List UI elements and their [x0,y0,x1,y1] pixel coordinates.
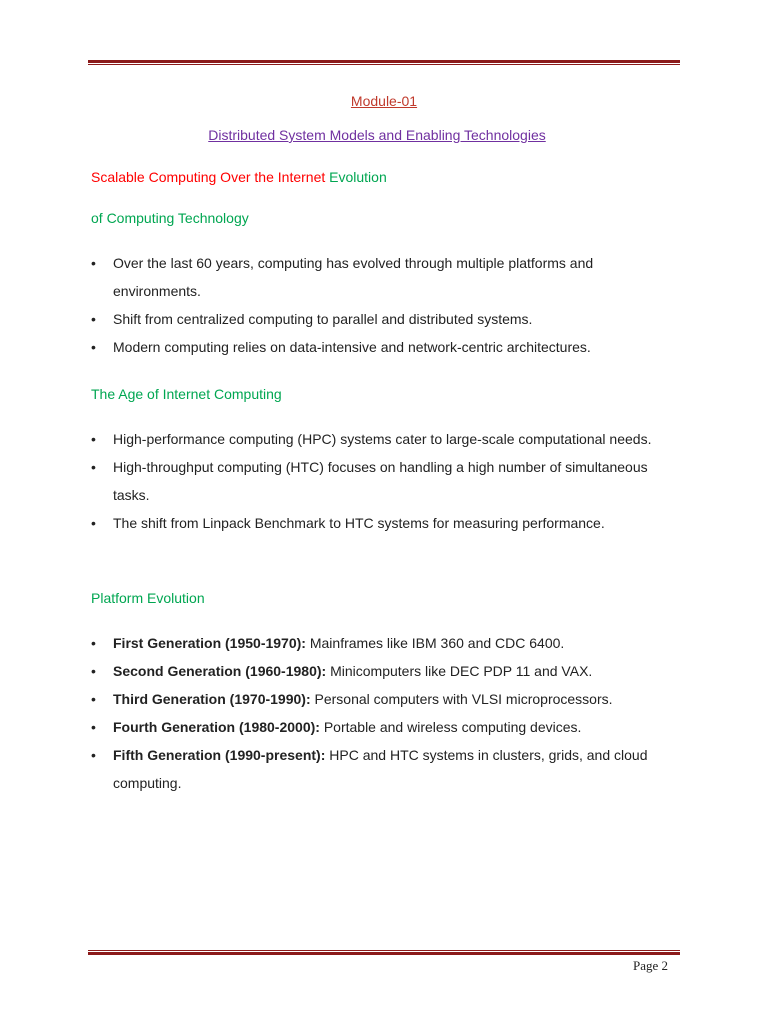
list-item: • Second Generation (1960-1980): Minicomputers like DEC PDP 11 and VAX. [91,657,661,685]
header-divider [88,60,680,65]
footer-divider [88,950,680,955]
list-item: • First Generation (1950-1970): Mainframes like IBM 360 and CDC 6400. [91,629,661,657]
list-item: • Fourth Generation (1980-2000): Portable and wireless computing devices. [91,713,661,741]
generation-label: Third Generation (1970-1990): [113,691,311,707]
bullet-icon: • [91,459,96,475]
bullet-icon: • [91,339,96,355]
document-subtitle: Distributed System Models and Enabling Technologies [208,127,546,143]
generation-label: Fifth Generation (1990-present): [113,747,326,763]
section-heading-continuation: of Computing Technology [91,210,249,226]
heading-red-part: Scalable Computing Over the Internet [91,169,326,185]
bullet-icon: • [91,719,96,735]
page-number: Page 2 [632,958,668,973]
list-item: • Modern computing relies on data-intensive and network-centric architectures. [91,333,661,361]
generation-label: Second Generation (1960-1980): [113,663,327,679]
bullet-list-internet-computing [91,425,661,537]
bullet-list-platform-evolution [91,629,661,797]
section-heading-internet-computing: The Age of Internet Computing [91,386,282,402]
list-item: • Third Generation (1970-1990): Personal computers with VLSI microprocessors. [91,685,661,713]
list-item: • Fifth Generation (1990-present): HPC and HTC systems in clusters, grids, and cloud computing. [91,741,661,797]
bullet-icon: • [91,747,96,763]
list-item: • Over the last 60 years, computing has evolved through multiple platforms and environments. [91,249,661,305]
list-item: • High-throughput computing (HTC) focuses on handling a high number of simultaneous tasks. [91,453,661,509]
bullet-icon: • [91,635,96,651]
bullet-icon: • [91,515,96,531]
heading-green-part: Evolution [329,169,387,185]
list-item: • The shift from Linpack Benchmark to HTC systems for measuring performance. [91,509,661,537]
bullet-icon: • [91,431,96,447]
section-heading-scalable-computing [91,169,387,185]
list-item: • Shift from centralized computing to parallel and distributed systems. [91,305,661,333]
bullet-icon: • [91,255,96,271]
generation-label: First Generation (1950-1970): [113,635,306,651]
bullet-icon: • [91,311,96,327]
module-title: Module-01 [350,93,418,109]
bullet-list-evolution [91,249,661,361]
generation-label: Fourth Generation (1980-2000): [113,719,320,735]
section-heading-platform-evolution: Platform Evolution [91,590,205,606]
bullet-icon: • [91,663,96,679]
bullet-icon: • [91,691,96,707]
list-item: • High-performance computing (HPC) systems cater to large-scale computational needs. [91,425,661,453]
